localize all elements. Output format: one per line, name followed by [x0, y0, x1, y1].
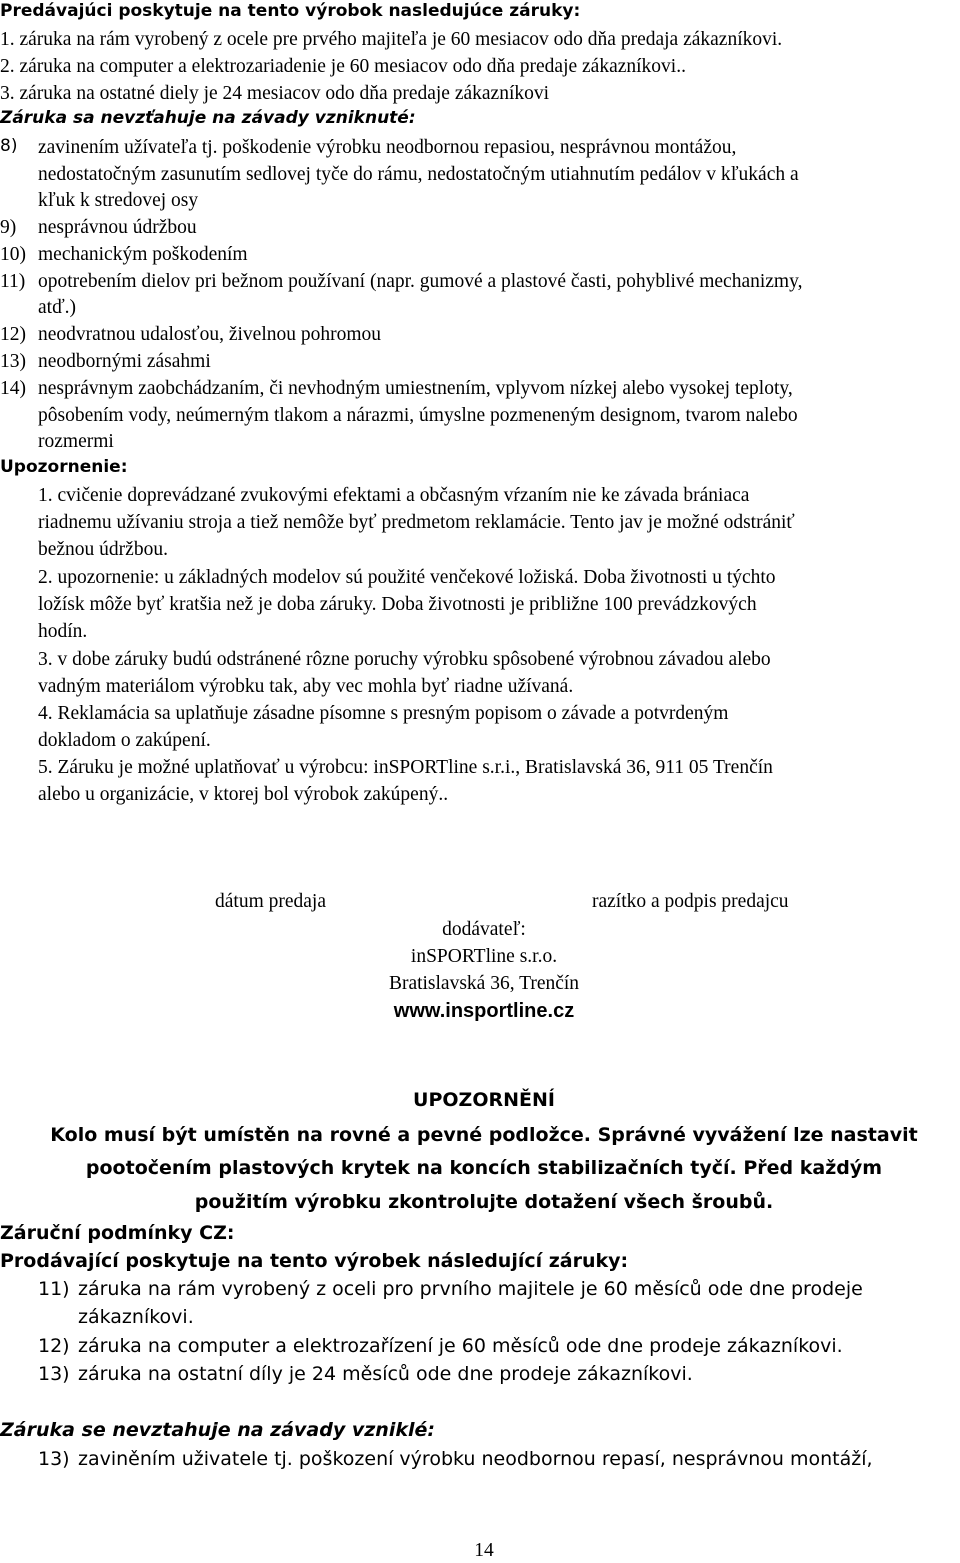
- sk-notice-line: bežnou údržbou.: [38, 539, 168, 560]
- sk-exclusion-text: kľuk k stredovej osy: [38, 190, 199, 211]
- cz-warranty-number: 13): [38, 1363, 70, 1385]
- sk-notice-line: 2. upozornenie: u základných modelov sú použité venčekové ložiská. Doba životnosti u týchto: [38, 567, 776, 588]
- supplier-label: dodávateľ:: [442, 919, 526, 940]
- sk-warranty-item: 3. záruka na ostatné diely je 24 mesiacov odo dňa predaje zákazníkovi: [0, 83, 550, 104]
- sk-exclusion-text: nesprávnym zaobchádzaním, či nevhodným umiestnením, vplyvom nízkej alebo vysokej teploty,: [38, 378, 793, 399]
- sk-exclusion-text: nesprávnou údržbou: [38, 217, 197, 238]
- page-number: 14: [474, 1540, 494, 1561]
- sk-notice-line: 1. cvičenie doprevádzané zvukovými efektami a občasným vŕzaním nie ke závada brániaca: [38, 485, 750, 506]
- cz-warning-line: pootočením plastových krytek na koncích stabilizačních tyčí. Před každým: [85, 1157, 883, 1179]
- cz-warning-line: použitím výrobku zkontrolujte dotažení všech šroubů.: [194, 1191, 774, 1213]
- sk-exclusion-text: nedostatočným zasunutím sedlovej tyče do rámu, nedostatočným utiahnutím pedálov v kľukách a: [38, 164, 799, 185]
- sk-exclusion-number: 13): [0, 351, 26, 372]
- sk-exclusion-text: neodbornými zásahmi: [38, 351, 211, 372]
- cz-warranty-number: 12): [38, 1335, 70, 1357]
- sk-exclusion-text: zavinením užívateľa tj. poškodenie výrobku neodbornou repasiou, nesprávnou montážou,: [38, 137, 737, 158]
- sk-notice-line: 3. v dobe záruky budú odstránené rôzne poruchy výrobku spôsobené výrobnou závadou alebo: [38, 649, 771, 670]
- sk-notice-line: dokladom o zakúpení.: [38, 730, 211, 751]
- sk-exclusion-text: pôsobením vody, neúmerným tlakom a nárazmi, úmyslne pozmeneným designom, tvarom nalebo: [38, 405, 798, 426]
- sk-notice-line: 4. Reklamácia sa uplatňuje zásadne písomne s presným popisom o závade a potvrdeným: [38, 703, 729, 724]
- sk-exclusion-number: 9): [0, 217, 17, 238]
- sk-exclusion-text: rozmermi: [38, 431, 114, 452]
- cz-warranty-text: záruka na ostatní díly je 24 měsíců ode dne prodeje zákazníkovi.: [78, 1363, 693, 1385]
- cz-conditions-heading: Záruční podmínky CZ:: [0, 1222, 235, 1244]
- sk-notice-line: alebo u organizácie, v ktorej bol výrobok zakúpený..: [38, 784, 449, 805]
- sk-notice-line: riadnemu užívaniu stroja a tiež nemôže byť predmetom reklamácie. Tento jav je možné odstrániť: [38, 512, 795, 533]
- sk-exclusion-number: 14): [0, 378, 26, 399]
- cz-exclusion-number: 13): [38, 1448, 70, 1470]
- sk-notice-heading: Upozornenie:: [0, 457, 128, 477]
- sk-heading: Predávajúci poskytuje na tento výrobok nasledujúce záruky:: [0, 1, 581, 21]
- cz-exclusions-heading: Záruka se nevztahuje na závady vzniklé:: [0, 1419, 435, 1441]
- cz-warning-title: UPOZORNĚNÍ: [413, 1089, 555, 1111]
- sk-exclusion-text: atď.): [38, 297, 77, 318]
- cz-warranty-text: záruka na computer a elektrozařízení je 60 měsíců ode dne prodeje zákazníkovi.: [78, 1335, 843, 1357]
- stamp-signature-label: razítko a podpis predajcu: [592, 891, 789, 912]
- sk-exclusions-heading: Záruka sa nevzťahuje na závady vzniknuté:: [0, 108, 416, 128]
- sk-exclusion-number: 12): [0, 324, 26, 345]
- sk-exclusion-text: mechanickým poškodením: [38, 244, 248, 265]
- cz-warning-line: Kolo musí být umístěn na rovné a pevné podložce. Správné vyvážení lze nastavit: [50, 1124, 918, 1146]
- sk-exclusion-number: 8): [0, 136, 18, 156]
- date-of-sale-label: dátum predaja: [215, 891, 326, 912]
- supplier-address: Bratislavská 36, Trenčín: [388, 973, 580, 994]
- cz-seller-heading: Prodávající poskytuje na tento výrobek následující záruky:: [0, 1250, 629, 1272]
- cz-warranty-text: záruka na rám vyrobený z oceli pro prvního majitele je 60 měsíců ode dne prodeje: [78, 1278, 863, 1300]
- cz-warranty-number: 11): [38, 1278, 70, 1300]
- sk-warranty-item: 1. záruka na rám vyrobený z ocele pre prvého majiteľa je 60 mesiacov odo dňa predaja zákazníkovi.: [0, 29, 783, 50]
- sk-exclusion-number: 11): [0, 271, 26, 292]
- sk-notice-line: hodín.: [38, 621, 88, 642]
- supplier-name: inSPORTline s.r.o.: [410, 946, 558, 967]
- sk-notice-line: vadným materiálom výrobku tak, aby vec mohla byť riadne užívaná.: [38, 676, 574, 697]
- sk-exclusion-text: opotrebením dielov pri bežnom používaní (napr. gumové a plastové časti, pohyblivé mechanizmy,: [38, 271, 803, 292]
- sk-exclusion-number: 10): [0, 244, 26, 265]
- cz-exclusion-text: zaviněním uživatele tj. poškození výrobku neodbornou repasí, nesprávnou montáží,: [78, 1448, 873, 1470]
- sk-warranty-item: 2. záruka na computer a elektrozariadenie je 60 mesiacov odo dňa predaje zákazníkovi..: [0, 56, 686, 77]
- cz-warranty-text: zákazníkovi.: [78, 1306, 194, 1328]
- sk-exclusion-text: neodvratnou udalosťou, živelnou pohromou: [38, 324, 382, 345]
- supplier-website-link[interactable]: www.insportline.cz: [393, 1000, 575, 1022]
- sk-notice-line: ložísk môže byť kratšia než je doba záruky. Doba životnosti je približne 100 prevádzkových: [38, 594, 757, 615]
- sk-notice-line: 5. Záruku je možné uplatňovať u výrobcu: inSPORTline s.r.i., Bratislavská 36, 911 05 Trenčín: [38, 757, 773, 778]
